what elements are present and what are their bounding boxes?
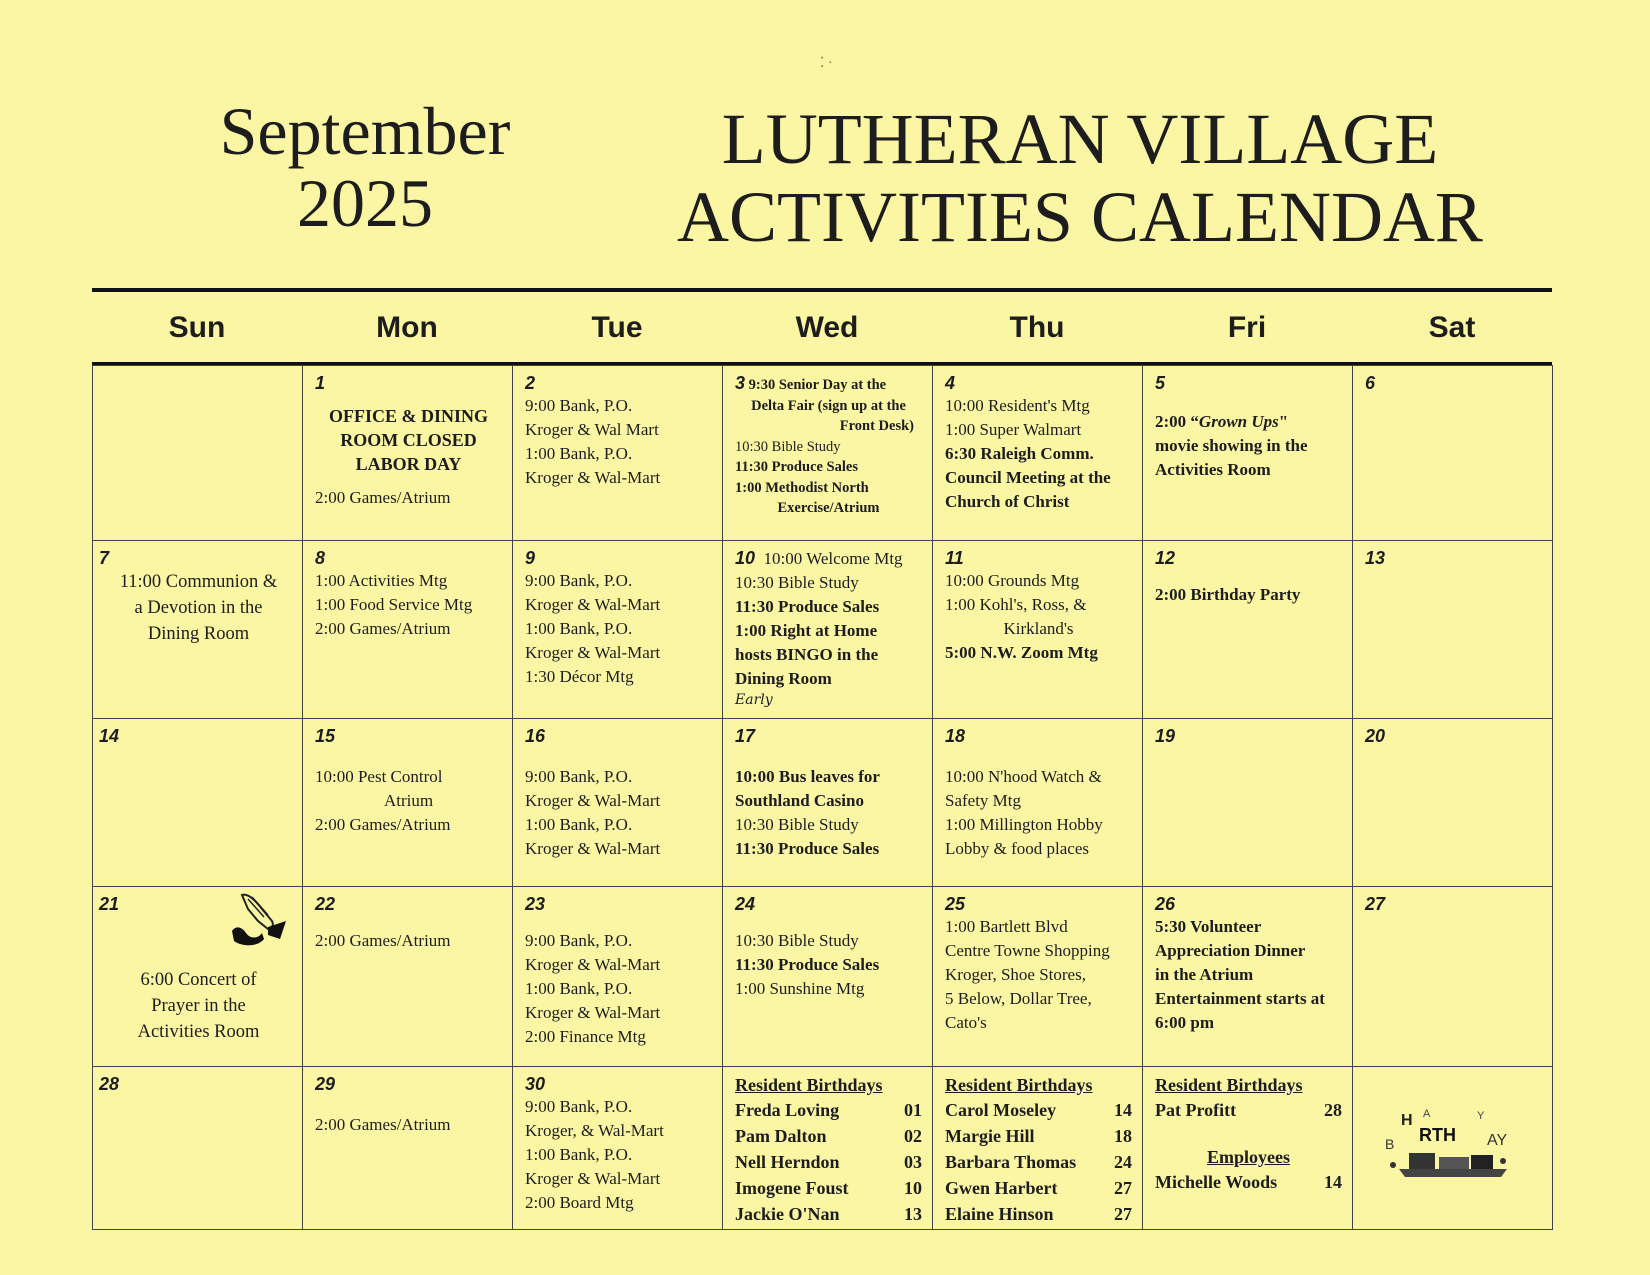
title-line-2: ACTIVITIES CALENDAR bbox=[677, 177, 1483, 257]
event-text: " bbox=[1278, 412, 1289, 431]
day-cell-9 bbox=[513, 540, 723, 718]
day-number: 10 bbox=[735, 548, 756, 568]
event-line: Lobby & food places bbox=[945, 839, 1089, 858]
event-line: Southland Casino bbox=[735, 791, 864, 810]
day-cell-30 bbox=[513, 1066, 723, 1230]
day-number: 18 bbox=[945, 726, 966, 746]
birthday-row bbox=[945, 1175, 1132, 1201]
event-line: Safety Mtg bbox=[945, 791, 1022, 810]
dow-wed: Wed bbox=[795, 311, 859, 344]
event-line: 1:00 Right at Home bbox=[735, 621, 878, 640]
event-line: Kroger & Wal Mart bbox=[525, 420, 659, 439]
day-number: 29 bbox=[315, 1074, 336, 1094]
day-cell-21 bbox=[93, 886, 303, 1066]
event-line: 10:00 Grounds Mtg bbox=[945, 571, 1080, 590]
event-line: 2:00 Games/Atrium bbox=[315, 815, 451, 834]
day-cell-1 bbox=[303, 365, 513, 540]
event-line: 10:00 Pest Control bbox=[315, 767, 443, 786]
svg-text:B: B bbox=[1385, 1136, 1395, 1152]
birthday-day: 24 bbox=[1114, 1152, 1132, 1172]
event-line: Kirkland's bbox=[1003, 619, 1074, 638]
event-line: 1:00 Methodist North bbox=[735, 479, 869, 496]
movie-title: Grown Ups bbox=[1198, 412, 1279, 431]
birthday-row bbox=[1155, 1169, 1342, 1195]
birthday-name: Freda Loving bbox=[735, 1100, 840, 1120]
birthdays-fri-cell bbox=[1143, 1066, 1353, 1230]
event-line: 1:00 Food Service Mtg bbox=[315, 595, 473, 614]
event-line: 10:30 Bible Study bbox=[735, 931, 859, 950]
event-line: 11:30 Produce Sales bbox=[735, 839, 880, 858]
birthday-name: Elaine Hinson bbox=[945, 1204, 1054, 1224]
dow-mon: Mon bbox=[376, 311, 438, 344]
dow-fri: Fri bbox=[1227, 311, 1267, 344]
event-line: Front Desk) bbox=[839, 418, 914, 434]
event-line: Kroger & Wal-Mart bbox=[525, 955, 661, 974]
svg-text:Y: Y bbox=[1477, 1110, 1485, 1122]
event-line: Council Meeting at the bbox=[945, 468, 1111, 487]
calendar-grid bbox=[92, 365, 1552, 1230]
svg-text:A: A bbox=[1423, 1108, 1431, 1120]
event-line: Kroger, & Wal-Mart bbox=[525, 1121, 664, 1140]
birthday-day: 02 bbox=[904, 1126, 922, 1146]
day-cell-26 bbox=[1143, 886, 1353, 1066]
day-number: 11 bbox=[945, 548, 964, 568]
day-cell-29 bbox=[303, 1066, 513, 1230]
birthdays-thu-cell bbox=[933, 1066, 1143, 1230]
event-line: 5:00 N.W. Zoom Mtg bbox=[945, 643, 1098, 662]
event-line: 1:00 Millington Hobby bbox=[945, 815, 1103, 834]
birthday-graphic-cell bbox=[1353, 1066, 1553, 1230]
event-line: 1:30 Décor Mtg bbox=[525, 667, 634, 686]
event-line: Entertainment starts at bbox=[1155, 989, 1325, 1008]
event-line: 1:00 Bank, P.O. bbox=[525, 619, 633, 638]
day-number: 28 bbox=[99, 1074, 120, 1094]
day-cell-24 bbox=[723, 886, 933, 1066]
birthday-name: Michelle Woods bbox=[1155, 1172, 1278, 1192]
event-line: 2:00 Games/Atrium bbox=[315, 619, 451, 638]
event-line: movie showing in the bbox=[1155, 436, 1308, 455]
day-number: 19 bbox=[1155, 726, 1176, 746]
event-text: 2:00 “ bbox=[1155, 412, 1199, 431]
event-line: LABOR DAY bbox=[355, 454, 462, 474]
day-cell-20 bbox=[1353, 718, 1553, 886]
event-line: Prayer in the bbox=[151, 996, 246, 1016]
day-cell-8 bbox=[303, 540, 513, 718]
event-line: 10:00 Resident's Mtg bbox=[945, 396, 1090, 415]
event-line: 1:00 Bank, P.O. bbox=[525, 444, 633, 463]
day-number: 16 bbox=[525, 726, 546, 746]
event-line: Kroger & Wal-Mart bbox=[525, 791, 661, 810]
resident-birthdays-heading: Resident Birthdays bbox=[945, 1075, 1093, 1095]
day-cell-11 bbox=[933, 540, 1143, 718]
day-cell-7 bbox=[93, 540, 303, 718]
event-line: 10:30 Bible Study bbox=[735, 815, 859, 834]
event-line: 10:30 Bible Study bbox=[735, 573, 859, 592]
dow-thu: Thu bbox=[1009, 311, 1065, 344]
calendar-title bbox=[640, 100, 1520, 256]
dow-tue: Tue bbox=[591, 311, 643, 344]
event-line: 10:00 Bus leaves for bbox=[735, 767, 880, 786]
day-cell-22 bbox=[303, 886, 513, 1066]
birthday-row bbox=[735, 1123, 922, 1149]
scan-specks: ⁚ · bbox=[820, 56, 833, 71]
birthday-row bbox=[945, 1097, 1132, 1123]
birthday-day: 27 bbox=[1114, 1204, 1132, 1224]
event-line: 1:00 Bank, P.O. bbox=[525, 979, 633, 998]
event-line: 5 Below, Dollar Tree, bbox=[945, 989, 1092, 1008]
event-line: 6:00 Concert of bbox=[140, 970, 257, 990]
event-line: 10:00 N'hood Watch & bbox=[945, 767, 1102, 786]
event-line: Kroger & Wal-Mart bbox=[525, 468, 661, 487]
event-line: 2:00 Board Mtg bbox=[525, 1193, 634, 1212]
event-line: 1:00 Activities Mtg bbox=[315, 571, 448, 590]
event-line: hosts BINGO in the bbox=[735, 645, 879, 664]
day-cell-12 bbox=[1143, 540, 1353, 718]
svg-text:RTH: RTH bbox=[1419, 1125, 1456, 1145]
day-number: 30 bbox=[525, 1074, 546, 1094]
praying-hands-icon bbox=[228, 891, 290, 957]
event-line: Cato's bbox=[945, 1013, 987, 1032]
dow-sat: Sat bbox=[1428, 311, 1476, 344]
event-line: 6:30 Raleigh Comm. bbox=[945, 444, 1094, 463]
birthday-row bbox=[735, 1149, 922, 1175]
day-number: 2 bbox=[525, 373, 536, 393]
day-number: 3 bbox=[735, 373, 746, 393]
day-cell-5 bbox=[1143, 365, 1353, 540]
day-cell-15 bbox=[303, 718, 513, 886]
birthday-day: 28 bbox=[1324, 1100, 1342, 1120]
event-line: 2:00 Finance Mtg bbox=[525, 1027, 646, 1046]
calendar bbox=[92, 288, 1552, 1230]
event-line: 11:00 Communion & bbox=[119, 572, 278, 592]
event-line: OFFICE & DINING bbox=[328, 406, 488, 426]
title-line-1: LUTHERAN VILLAGE bbox=[721, 99, 1439, 179]
month-year-title bbox=[170, 95, 560, 239]
day-cell-17 bbox=[723, 718, 933, 886]
event-line: 9:00 Bank, P.O. bbox=[525, 571, 633, 590]
day-number: 15 bbox=[315, 726, 336, 746]
day-cell-empty bbox=[93, 365, 303, 540]
event-line: 1:00 Bank, P.O. bbox=[525, 815, 633, 834]
employees-heading: Employees bbox=[1207, 1147, 1290, 1167]
event-line: Kroger, Shoe Stores, bbox=[945, 965, 1086, 984]
event-line: 2:00 Games/Atrium bbox=[315, 1115, 451, 1134]
birthday-row bbox=[945, 1149, 1132, 1175]
event-line: 1:00 Bank, P.O. bbox=[525, 1145, 633, 1164]
day-number: 24 bbox=[735, 894, 756, 914]
day-number: 6 bbox=[1365, 373, 1376, 393]
happy-birthday-graphic bbox=[1379, 1107, 1519, 1194]
birthday-name: Nell Herndon bbox=[735, 1152, 840, 1172]
birthday-row bbox=[735, 1201, 922, 1227]
event-line: 2:00 Games/Atrium bbox=[315, 488, 451, 507]
event-line: Delta Fair (sign up at the bbox=[751, 397, 906, 414]
event-line: Dining Room bbox=[147, 624, 250, 644]
event-line: 9:00 Bank, P.O. bbox=[525, 396, 633, 415]
dow-sun: Sun bbox=[168, 311, 226, 344]
birthday-name: Carol Moseley bbox=[945, 1100, 1057, 1120]
day-cell-3 bbox=[723, 365, 933, 540]
event-line: Activities Room bbox=[137, 1022, 260, 1042]
day-number: 20 bbox=[1365, 726, 1386, 746]
birthday-name: Gwen Harbert bbox=[945, 1178, 1058, 1198]
day-cell-4 bbox=[933, 365, 1143, 540]
event-text: 9:30 Senior Day at the bbox=[748, 377, 887, 393]
event-line: 1:00 Kohl's, Ross, & bbox=[945, 595, 1087, 614]
day-number: 27 bbox=[1365, 894, 1386, 914]
birthday-name: Barbara Thomas bbox=[945, 1152, 1077, 1172]
birthday-day: 03 bbox=[904, 1152, 922, 1172]
event-line bbox=[735, 547, 922, 571]
year-label: 2025 bbox=[297, 165, 433, 241]
day-cell-10 bbox=[723, 540, 933, 718]
event-line: 11:30 Produce Sales bbox=[735, 459, 858, 475]
month-label: September bbox=[219, 93, 511, 169]
day-number: 17 bbox=[735, 726, 756, 746]
day-number: 8 bbox=[315, 548, 326, 568]
event-line: 11:30 Produce Sales bbox=[735, 597, 880, 616]
event-line: 9:00 Bank, P.O. bbox=[525, 1097, 633, 1116]
event-line: 10:30 Bible Study bbox=[735, 438, 841, 455]
event-line: 9:00 Bank, P.O. bbox=[525, 931, 633, 950]
resident-birthdays-heading: Resident Birthdays bbox=[735, 1075, 883, 1095]
day-number: 26 bbox=[1155, 894, 1176, 914]
event-line: Dining Room bbox=[735, 669, 832, 688]
day-cell-13 bbox=[1353, 540, 1553, 718]
day-number: 4 bbox=[945, 373, 956, 393]
event-line bbox=[1155, 410, 1342, 434]
birthday-name: Jackie O'Nan bbox=[735, 1204, 840, 1224]
day-number: 9 bbox=[525, 548, 536, 568]
day-number: 7 bbox=[99, 548, 110, 568]
birthday-row bbox=[735, 1097, 922, 1123]
day-number: 21 bbox=[99, 894, 120, 914]
event-line: Kroger & Wal-Mart bbox=[525, 643, 661, 662]
birthday-name: Margie Hill bbox=[945, 1126, 1035, 1146]
event-line: 2:00 Games/Atrium bbox=[315, 931, 451, 950]
event-line: 9:00 Bank, P.O. bbox=[525, 767, 633, 786]
birthday-day: 10 bbox=[904, 1178, 922, 1198]
birthday-row bbox=[945, 1123, 1132, 1149]
resident-birthdays-heading: Resident Birthdays bbox=[1155, 1075, 1303, 1095]
day-number: 22 bbox=[315, 894, 336, 914]
birthday-day: 14 bbox=[1114, 1100, 1132, 1120]
event-line bbox=[735, 372, 922, 396]
event-line: Appreciation Dinner bbox=[1155, 941, 1306, 960]
event-line: Kroger & Wal-Mart bbox=[525, 839, 661, 858]
day-cell-28 bbox=[93, 1066, 303, 1230]
svg-text:H: H bbox=[1401, 1112, 1413, 1129]
birthdays-wed-cell bbox=[723, 1066, 933, 1230]
svg-text:AY: AY bbox=[1487, 1132, 1508, 1149]
birthday-day: 14 bbox=[1324, 1172, 1342, 1192]
event-line: 1:00 Sunshine Mtg bbox=[735, 979, 865, 998]
birthday-name: Pam Dalton bbox=[735, 1126, 827, 1146]
day-number: 5 bbox=[1155, 373, 1166, 393]
day-number: 23 bbox=[525, 894, 546, 914]
event-line: Exercise/Atrium bbox=[777, 500, 880, 516]
birthday-day: 27 bbox=[1114, 1178, 1132, 1198]
day-cell-14 bbox=[93, 718, 303, 886]
day-number: 25 bbox=[945, 894, 966, 914]
event-line: Kroger & Wal-Mart bbox=[525, 1003, 661, 1022]
birthday-row bbox=[1155, 1097, 1342, 1123]
top-rule bbox=[92, 288, 1552, 292]
event-line: 5:30 Volunteer bbox=[1155, 917, 1262, 936]
day-cell-2 bbox=[513, 365, 723, 540]
day-cell-23 bbox=[513, 886, 723, 1066]
event-line: 6:00 pm bbox=[1155, 1013, 1215, 1032]
day-cell-18 bbox=[933, 718, 1143, 886]
event-line: ROOM CLOSED bbox=[340, 430, 477, 450]
day-number: 12 bbox=[1155, 548, 1176, 568]
event-line: 1:00 Bartlett Blvd bbox=[945, 917, 1068, 936]
event-line: a Devotion in the bbox=[134, 598, 263, 618]
day-cell-25 bbox=[933, 886, 1143, 1066]
event-line: Activities Room bbox=[1155, 460, 1271, 479]
event-line: 1:00 Super Walmart bbox=[945, 420, 1082, 439]
event-line: 11:30 Produce Sales bbox=[735, 955, 880, 974]
day-number: 1 bbox=[315, 373, 326, 393]
event-line: Centre Towne Shopping bbox=[945, 941, 1110, 960]
birthday-day: 18 bbox=[1114, 1126, 1132, 1146]
day-number: 13 bbox=[1365, 548, 1386, 568]
birthday-day: 13 bbox=[904, 1204, 922, 1224]
day-cell-27 bbox=[1353, 886, 1553, 1066]
birthday-row bbox=[945, 1201, 1132, 1227]
event-line: in the Atrium bbox=[1155, 965, 1254, 984]
handwritten-note: Early bbox=[735, 692, 773, 708]
event-line: Atrium bbox=[383, 791, 434, 810]
event-line: Kroger & Wal-Mart bbox=[525, 1169, 661, 1188]
birthday-name: Imogene Foust bbox=[735, 1178, 849, 1198]
day-cell-6 bbox=[1353, 365, 1553, 540]
day-cell-16 bbox=[513, 718, 723, 886]
day-cell-19 bbox=[1143, 718, 1353, 886]
day-number: 14 bbox=[99, 726, 120, 746]
birthday-row bbox=[735, 1175, 922, 1201]
birthday-name: Pat Profitt bbox=[1155, 1100, 1237, 1120]
birthday-day: 01 bbox=[904, 1100, 922, 1120]
event-line: Kroger & Wal-Mart bbox=[525, 595, 661, 614]
event-line: Church of Christ bbox=[945, 492, 1070, 511]
event-text: 10:00 Welcome Mtg bbox=[763, 549, 903, 568]
event-line: 2:00 Birthday Party bbox=[1155, 585, 1301, 604]
